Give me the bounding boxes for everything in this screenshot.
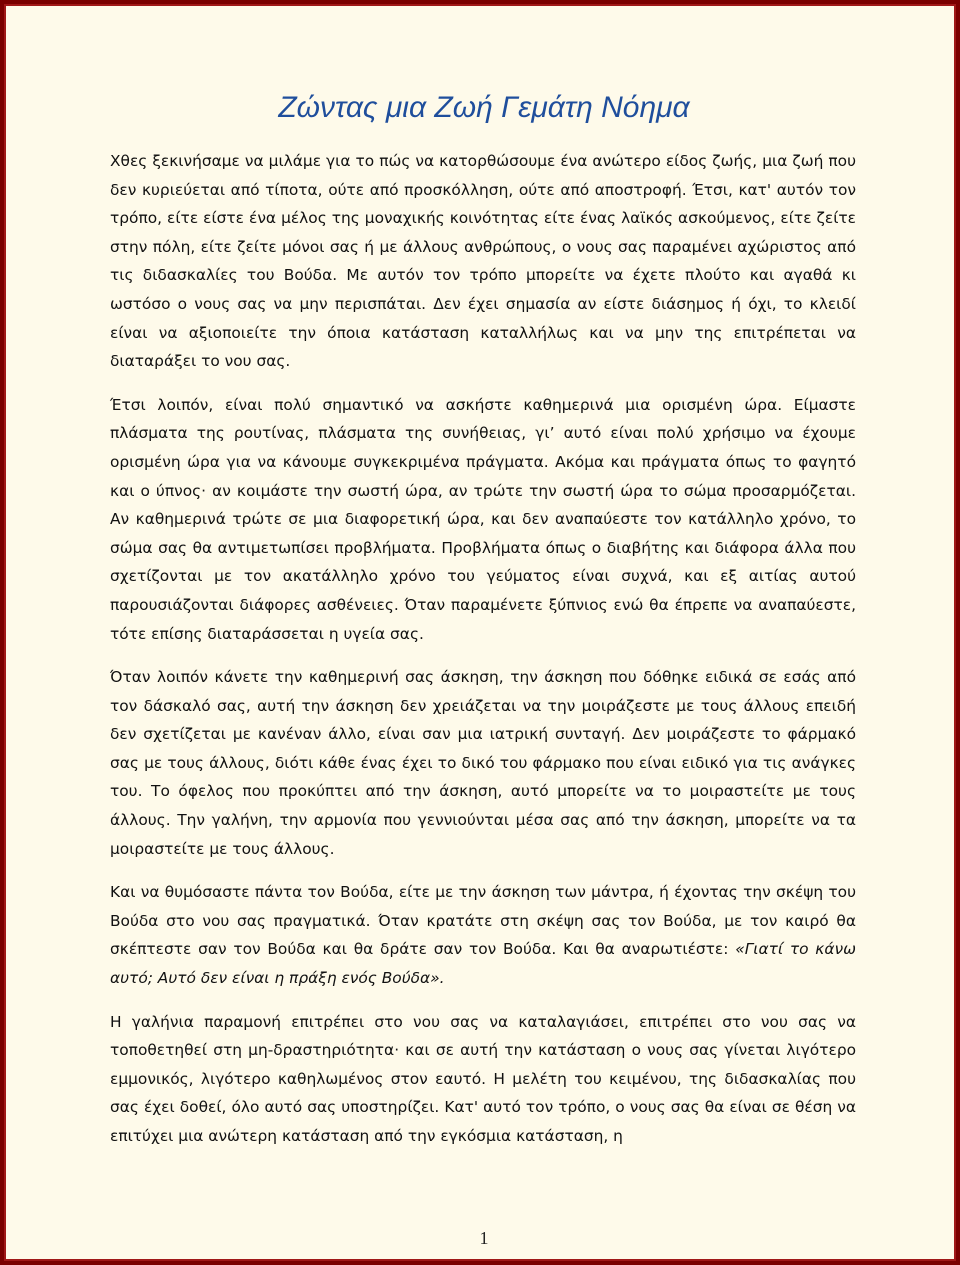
paragraph-2: Έτσι λοιπόν, είναι πολύ σημαντικό να ασκήστε καθημερινά μια ορισμένη ώρα. Είμαστε πλάσματα της ρουτίνας, πλάσματα της συνήθειας, γι’ αυτό είναι πολύ χρήσιμο να έχουμε ορισμένη ώρα για να κάνουμε συγκεκριμένα πράγματα. Ακόμα και πράγματα όπως το φαγητό και ο ύπνος· αν κοιμάστε την σωστή ώρα, αν τρώτε την σωστή ώρα το σώμα προσαρμόζεται. Αν καθημερινά τρώτε σε μια διαφορετική ώρα, και δεν αναπαύεστε τον κατάλληλο χρόνο, το σώμα σας θα αντιμετωπίσει προβλήματα. Προβλήματα όπως ο διαβήτης και διάφορα άλλα που σχετίζονται με τον ακατάλληλο χρόνο του γεύματος είναι συχνά, και εξ αιτίας αυτού παρουσιάζονται διάφορες ασθένειες. Όταν παραμένετε ξύπνιος ενώ θα έπρεπε να αναπαύεστε, τότε επίσης διαταράσσεται η υγεία σας. <box>110 395 856 643</box>
paragraph-5: Η γαλήνια παραμονή επιτρέπει στο νου σας να καταλαγιάσει, επιτρέπει στο νου σας να τοποθετηθεί στη μη-δραστηριότητα· και σε αυτή την κατάσταση ο νους σας γίνεται λιγότερο εμμονικός, λιγότερο καθηλωμένος στον εαυτό. Η μελέτη του κειμένου, της διδασκαλίας που σας έχει δοθεί, όλο αυτό σας υποστηρίζει. Κατ' αυτό τον τρόπο, ο νους σας θα είναι σε θέση να επιτύχει μια ανώτερη κατάσταση από την εγκόσμια κατάσταση, η <box>110 1012 856 1145</box>
paragraph-3: Όταν λοιπόν κάνετε την καθημερινή σας άσκηση, την άσκηση που δόθηκε ειδικά σε εσάς από τον δάσκαλό σας, αυτή την άσκηση δεν χρειάζεται να την μοιράζεστε με τους άλλους επειδή δεν σχετίζεται με κανέναν άλλο, είναι σαν μια ιατρική συνταγή. Δεν μοιράζεστε το φάρμακό σας με τους άλλους, διότι κάθε ένας έχει το δικό του φάρμακο που είναι ειδικό για τις ανάγκες του. Το όφελος που προκύπτει από την άσκηση, αυτό μπορείτε να το μοιραστείτε με τους άλλους. Την γαλήνη, την αρμονία που γεννιούνται μέσα σας από την άσκηση, μπορείτε να τα μοιραστείτε με τους άλλους. <box>110 668 856 858</box>
paragraph-4 <box>110 878 856 992</box>
paragraph-1: Χθες ξεκινήσαμε να μιλάμε για το πώς να κατορθώσουμε ένα ανώτερο είδος ζωής, μια ζωή που δεν κυριεύεται από τίποτα, ούτε από προσκόλληση, ούτε από αποστροφή. Έτσι, κατ' αυτόν τον τρόπο, είτε είστε ένα μέλος της μοναχικής κοινότητας είτε ένας λαϊκός ασκούμενος, είτε ζείτε στην πόλη, είτε ζείτε μόνοι σας ή με άλλους ανθρώπους, ο νους σας παραμένει αχώριστος από τις διδασκαλίες του Βούδα. Με αυτόν τον τρόπο μπορείτε να έχετε πλούτο και αγαθά κι ωστόσο ο νους σας να μην περισπάται. Δεν έχει σημασία αν είστε διάσημος ή όχι, το κλειδί είναι να αξιοποιείτε την όποια κατάσταση καταλλήλως και να μην της επιτρέπεται να διαταράξει το νου σας. <box>110 152 856 371</box>
paragraph-4-quote: «Γιατί το κάνω αυτό; Αυτό δεν είναι η πράξη ενός Βούδα». <box>110 940 857 988</box>
page-number: 1 <box>479 1228 489 1248</box>
document-body <box>110 147 856 1166</box>
paragraph-4-text: Και να θυμόσαστε πάντα τον Βούδα, είτε με την άσκηση των μάντρα, ή έχοντας την σκέψη του Βούδα στο νου σας πραγματικά. Όταν κρατάτε στη σκέψη σας τον Βούδα, με τον καιρό θα σκέπτεστε σαν τον Βούδα και θα δράτε σαν τον Βούδα. Και θα αναρωτιέστε: <box>110 883 856 959</box>
page-title: Ζώντας μια Ζωή Γεμάτη Νόημα <box>278 91 690 124</box>
